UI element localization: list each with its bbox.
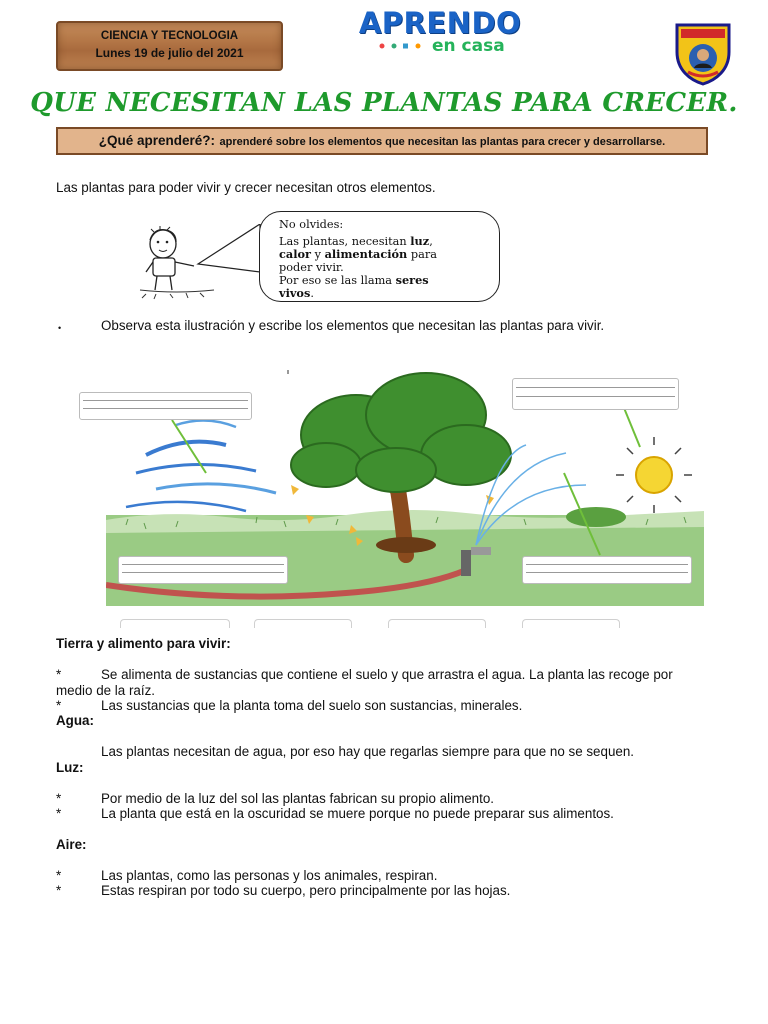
learning-goal-question: ¿Qué aprenderé?: [98,133,216,148]
reminder-speech-bubble [259,211,500,302]
learning-goal-text: aprenderé sobre los elementos que necesitan las plantas para crecer y desarrollarse. [219,136,666,148]
school-shield-icon [674,22,732,86]
luz-text-2: La planta que está en la oscuridad se muere porque no puede preparar sus alimentos. [101,806,614,821]
intro-text: Las plantas para poder vivir y crecer necesitan otros elementos. [56,180,436,195]
answer-box-agua[interactable] [522,556,692,584]
blank-tab-4 [522,619,620,628]
aire-heading: Aire: [56,837,87,852]
page-title: QUE NECESITAN LAS PLANTAS PARA CRECER. [30,88,738,118]
agua-text-1: Las plantas necesitan de agua, por eso hay que regarlas siempre para que no se sequen. [101,744,635,759]
tierra-text-1b: medio de la raíz. [56,683,155,698]
star-bullet: * [56,698,62,713]
answer-box-luz[interactable] [512,378,679,410]
star-bullet: * [56,868,62,883]
aire-text-1: Las plantas, como las personas y los animales, respiran. [101,868,438,883]
logo-dots-icon [378,42,428,50]
bubble-line-6: vivos. [279,286,314,300]
blank-tab-2 [254,619,352,628]
luz-text-1: Por medio de la luz del sol las plantas fabrican su propio alimento. [101,791,495,806]
agua-heading: Agua: [56,713,94,728]
bubble-line-2: Las plantas, necesitan luz, [279,234,433,248]
aprendo-en-casa-logo [348,8,532,58]
instruction-bullet: • [58,323,62,333]
subject-date-plank [56,21,283,71]
learning-goal-bar [56,127,708,155]
aire-text-2: Estas respiran por todo su cuerpo, pero principalmente por las hojas. [101,883,511,898]
star-bullet: * [56,667,62,682]
bubble-line-4: poder vivir. [279,261,344,274]
blank-tab-3 [388,619,486,628]
star-bullet: * [56,806,62,821]
logo-aprendo-text: APRENDO [358,6,522,40]
subject-label: CIENCIA Y TECNOLOGIA [100,30,239,42]
star-bullet: * [56,791,62,806]
tierra-heading: Tierra y alimento para vivir: [56,636,231,651]
instruction-text: Observa esta ilustración y escribe los elementos que necesitan las plantas para vivir. [101,318,605,333]
child-speaking-icon [136,224,262,300]
blank-tab-1 [120,619,230,628]
sun-icon [616,437,692,513]
date-label: Lunes 19 de julio del 2021 [95,46,244,60]
bubble-line-1: No olvides: [279,218,344,231]
answer-box-tierra[interactable] [118,556,288,584]
bubble-line-5: Por eso se las llama seres [279,273,429,287]
answer-box-aire[interactable] [79,392,252,420]
logo-en-casa-text: en casa [432,36,505,56]
tierra-text-1a: Se alimenta de sustancias que contiene el suelo y que arrastra el agua. La planta las recoge por [101,667,673,682]
luz-heading: Luz: [56,760,84,775]
tierra-text-2: Las sustancias que la planta toma del suelo son sustancias, minerales. [101,698,523,713]
bubble-line-3: calor y alimentación para [279,247,437,261]
star-bullet: * [56,883,62,898]
